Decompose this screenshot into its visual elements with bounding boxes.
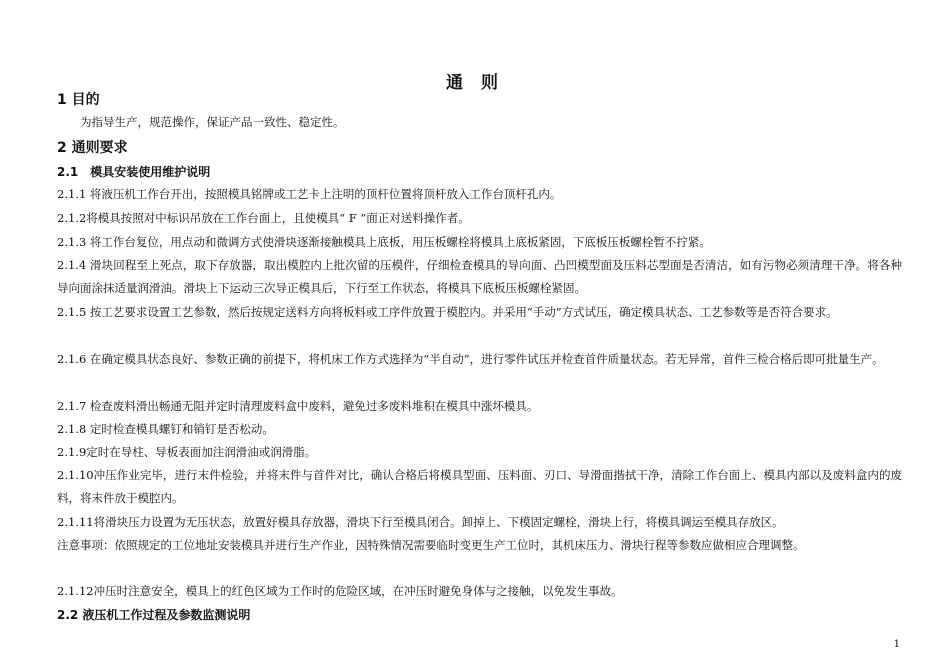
subsection-heading-2-2: 2.2 液压机工作过程及参数监测说明 [57, 608, 251, 622]
paragraph-2-1-11: 2.1.11将滑块压力设置为无压状态，放置好模具存放器，滑块下行至模具闭合。卸掉上、下模固定螺栓，滑块上行，将模具调运至模具存放区。 [57, 515, 784, 529]
page-title: 通 则 [446, 73, 504, 93]
subsection-heading-2-1: 2.1 模具安装使用维护说明 [57, 165, 211, 179]
paragraph-2-1-1: 2.1.1 将液压机工作台开出，按照模具铭牌或工艺卡上注明的顶杆位置将顶杆放入工作台顶杆孔内。 [57, 187, 562, 201]
paragraph-2-1-3: 2.1.3 将工作台复位，用点动和微调方式使滑块逐渐接触模具上底板，用压板螺栓将模具上底板紧固，下底板压板螺栓暂不拧紧。 [57, 235, 711, 249]
paragraph-2-1-6: 2.1.6 在确定模具状态良好、参数正确的前提下，将机床工作方式选择为“半自动”，进行零件试压并检查首件质量状态。若无异常，首件三检合格后即可批量生产。 [57, 352, 884, 366]
paragraph-2-1-10: 2.1.10冲压作业完毕，进行末件检验，并将末件与首件对比，确认合格后将模具型面、压料面、刃口、导滑面揩拭干净，清除工作台面上、模具内部以及废料盒内的废料，将末件放于模腔内。 [57, 468, 902, 505]
paragraph-2-1-8: 2.1.8 定时检查模具螺钉和销钉是否松动。 [57, 422, 274, 436]
paragraph-note: 注意事项：依照规定的工位地址安装模具并进行生产作业，因特殊情况需要临时变更生产工位时，其机床压力、滑块行程等参数应做相应合理调整。 [57, 538, 805, 552]
paragraph-2-1-4: 2.1.4 滑块回程至上死点，取下存放器，取出模腔内上批次留的压模件，仔细检查模具的导向面、凸凹模型面及压料芯型面是否清洁，如有污物必须清理干净。将各种导向面涂抹适量润滑油。滑块上下运动三次导正模具后，下行至工作状态，将模具下底板压板螺栓紧固。 [57, 258, 902, 295]
purpose-paragraph: 为指导生产，规范操作，保证产品一致性、稳定性。 [80, 115, 345, 129]
paragraph-2-1-9: 2.1.9定时在导柱、导板表面加注润滑油或润滑脂。 [57, 445, 317, 459]
section-heading-purpose: 1 目的 [57, 92, 100, 108]
paragraph-2-1-12: 2.1.12冲压时注意安全，模具上的红色区域为工作时的危险区域，在冲压时避免身体与之接触，以免发生事故。 [57, 584, 623, 598]
paragraph-2-1-5: 2.1.5 按工艺要求设置工艺参数，然后按规定送料方向将板料或工序件放置于模腔内。并采用“手动”方式试压，确定模具状态、工艺参数等是否符合要求。 [57, 305, 838, 319]
section-heading-general: 2 通则要求 [57, 140, 128, 156]
page-number: 1 [893, 639, 900, 650]
paragraph-2-1-7: 2.1.7 检查废料滑出畅通无阻并定时清理废料盒中废料，避免过多废料堆积在模具中涨坏模具。 [57, 399, 539, 413]
paragraph-2-1-2: 2.1.2将模具按照对中标识吊放在工作台面上，且使模具“ F ”面正对送料操作者。 [57, 211, 470, 225]
